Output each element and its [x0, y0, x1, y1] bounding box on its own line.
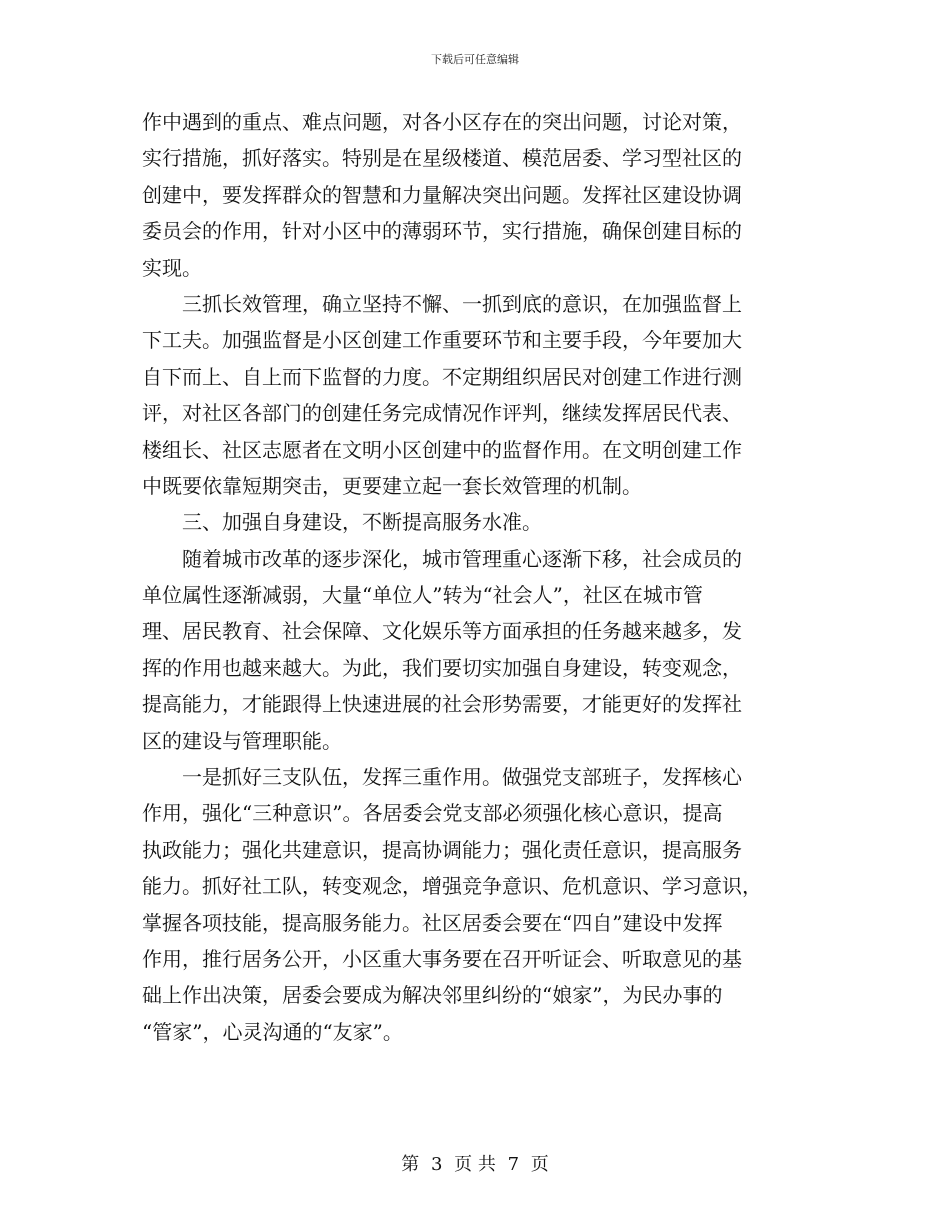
footer-suffix: 页	[530, 1154, 549, 1175]
text-line: 础上作出决策，居委会要成为解决邻里纠纷的“娘家”，为民办事的	[142, 983, 723, 1008]
text-line: 下工夫。加强监督是小区创建工作重要环节和主要手段，今年要加大	[142, 328, 742, 353]
text-line: 作中遇到的重点、难点问题，对各小区存在的突出问题，讨论对策，	[142, 110, 742, 134]
footer-prefix: 第	[401, 1154, 420, 1175]
text-line: 掌握各项技能，提高服务能力。社区居委会要在“四自”建设中发挥	[142, 910, 723, 935]
text-line: 自下而上、自上而下监督的力度。不定期组织居民对创建工作进行测	[142, 364, 742, 389]
text-line: 挥的作用也越来越大。为此，我们要切实加强自身建设，转变观念，	[142, 655, 742, 680]
text-line: 实现。	[142, 255, 202, 280]
total-pages: 7	[507, 1154, 520, 1175]
text-line: 实行措施，抓好落实。特别是在星级楼道、模范居委、学习型社区的	[142, 146, 742, 171]
text-line: 随着城市改革的逐步深化，城市管理重心逐渐下移，社会成员的	[142, 546, 742, 571]
footer-middle: 页 共	[454, 1154, 496, 1175]
section-heading: 三、加强自身建设，不断提高服务水准。	[142, 510, 542, 535]
page-number: 3	[430, 1154, 443, 1175]
text-line: 理、居民教育、社会保障、文化娱乐等方面承担的任务越来越多，发	[142, 619, 742, 644]
text-line: 作用，强化“三种意识”。各居委会党支部必须强化核心意识，提高	[142, 801, 723, 826]
text-line: 评，对社区各部门的创建任务完成情况作评判，继续发挥居民代表、	[142, 401, 742, 426]
text-line: 创建中，要发挥群众的智慧和力量解决突出问题。发挥社区建设协调	[142, 182, 742, 207]
text-line: 三抓长效管理，确立坚持不懈、一抓到底的意识，在加强监督上	[142, 291, 742, 316]
page-header: 下载后可任意编辑	[431, 53, 519, 66]
text-line: 能力。抓好社工队，转变观念，增强竞争意识、危机意识、学习意识，	[142, 874, 762, 899]
text-line: 委员会的作用，针对小区中的薄弱环节，实行措施，确保创建目标的	[142, 219, 742, 244]
text-line: 区的建设与管理职能。	[142, 728, 342, 753]
text-line: 一是抓好三支队伍，发挥三重作用。做强党支部班子，发挥核心	[142, 765, 742, 790]
text-line: 单位属性逐渐减弱，大量“单位人”转为“社会人”，社区在城市管	[142, 583, 703, 608]
text-line: 中既要依靠短期突击，更要建立起一套长效管理的机制。	[142, 473, 642, 498]
text-line: 执政能力；强化共建意识，提高协调能力；强化责任意识，提高服务	[142, 837, 742, 862]
page-footer	[0, 1154, 950, 1176]
text-line: 楼组长、社区志愿者在文明小区创建中的监督作用。在文明创建工作	[142, 437, 742, 462]
text-line: 作用，推行居务公开，小区重大事务要在召开听证会、听取意见的基	[142, 946, 742, 971]
text-line: 提高能力，才能跟得上快速进展的社会形势需要，才能更好的发挥社	[142, 692, 742, 717]
text-line: “管家”，心灵沟通的“友家”。	[142, 1019, 403, 1044]
document-body	[142, 104, 806, 1050]
